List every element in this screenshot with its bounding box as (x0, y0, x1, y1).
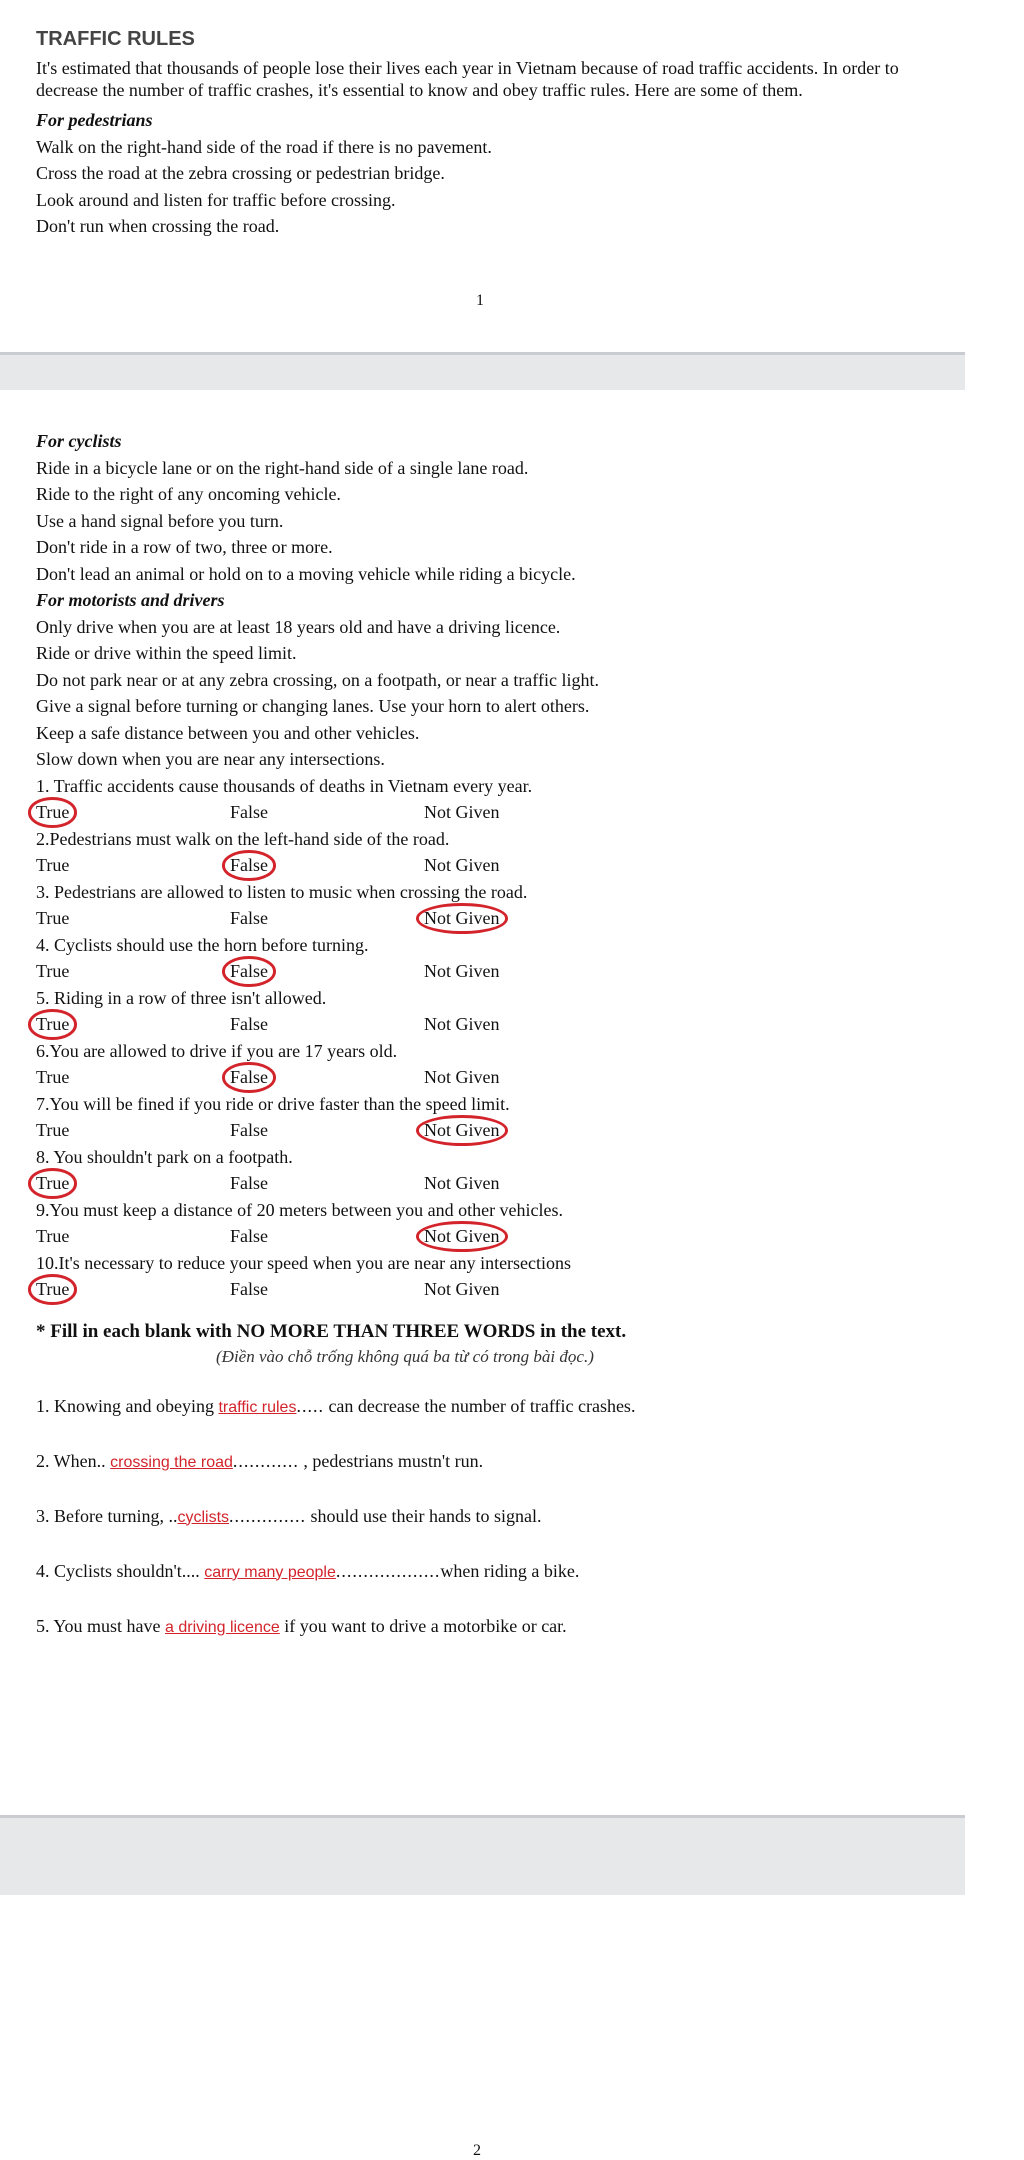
pedestrian-rule: Don't run when crossing the road. (36, 216, 280, 236)
handwritten-answer[interactable]: carry many people (204, 1563, 336, 1581)
circled-answer-option[interactable]: Not Given (424, 905, 500, 932)
answer-options (36, 905, 936, 932)
page-1-content (36, 28, 936, 240)
answer-options (36, 1064, 936, 1091)
answer-option[interactable]: False (230, 1120, 268, 1140)
sentence-start: 2. When.. (36, 1450, 111, 1471)
question-text: 5. Riding in a row of three isn't allowed. (36, 987, 327, 1008)
circled-answer-option[interactable]: True (36, 1276, 69, 1303)
question-text: 2.Pedestrians must walk on the left-hand side of the road. (36, 828, 450, 849)
driver-rule: Do not park near or at any zebra crossing, on a footpath, or near a traffic light. (36, 669, 599, 690)
driver-rule: Only drive when you are at least 18 years old and have a driving licence. (36, 616, 561, 637)
answer-options (36, 958, 936, 985)
answer-option[interactable]: Not Given (424, 1067, 500, 1087)
page-separator (0, 1815, 965, 1898)
answer-option[interactable]: False (230, 1014, 268, 1034)
handwritten-answer[interactable]: a driving licence (165, 1618, 280, 1636)
document-page-2 (0, 390, 965, 2159)
sentence-start: 3. Before turning, .. (36, 1505, 178, 1526)
question-text: 4. Cyclists should use the horn before turning. (36, 934, 369, 955)
intro-paragraph: It's estimated that thousands of people lose their lives each year in Vietnam because of road traffic accidents. In order to decrease the number of traffic crashes, it's essential to know and obey traffic rules. Here are some of them. (36, 58, 899, 100)
circled-answer-option[interactable]: True (36, 1170, 69, 1197)
driver-rule: Ride or drive within the speed limit. (36, 643, 297, 663)
answer-options (36, 1170, 936, 1197)
blank-dots: ............ (232, 1450, 299, 1471)
sentence-start: 4. Cyclists shouldn't.... (36, 1560, 205, 1581)
pedestrian-rule: Walk on the right-hand side of the road if there is no pavement. (36, 136, 492, 157)
blank-dots: .............. (229, 1505, 307, 1526)
sentence-end: should use their hands to signal. (306, 1505, 542, 1526)
fill-in-blanks (36, 1395, 936, 1639)
pedestrian-rule: Cross the road at the zebra crossing or pedestrian bridge. (36, 163, 445, 183)
sentence-end: , pedestrians mustn't run. (298, 1450, 484, 1471)
question-text: 10.It's necessary to reduce your speed when you are near any intersections (36, 1252, 572, 1273)
fill-in-title: * Fill in each blank with NO MORE THAN THREE WORDS in the text. (36, 1320, 627, 1342)
fill-in-sentence (36, 1505, 936, 1529)
answer-option[interactable]: Not Given (424, 855, 500, 875)
answer-options (36, 1223, 936, 1250)
blank-scan-area (0, 1895, 1024, 2076)
circled-answer-option[interactable]: Not Given (424, 1223, 500, 1250)
fill-in-subtitle: (Điền vào chỗ trống không quá ba từ có trong bài đọc.) (216, 1346, 594, 1366)
answer-option[interactable]: Not Given (424, 1014, 500, 1034)
page-separator (0, 352, 965, 393)
true-false-questions (36, 773, 936, 1303)
blank-dots: ................... (335, 1560, 441, 1581)
answer-option[interactable]: Not Given (424, 1279, 500, 1299)
blank-dots: ..... (296, 1395, 324, 1416)
circled-answer-option[interactable]: False (230, 1064, 268, 1091)
cyclist-rule: Don't lead an animal or hold on to a moving vehicle while riding a bicycle. (36, 563, 576, 584)
answer-option[interactable]: True (36, 1226, 70, 1246)
answer-options (36, 1011, 936, 1038)
cyclist-rule: Don't ride in a row of two, three or more. (36, 537, 333, 557)
answer-option[interactable]: Not Given (424, 802, 500, 822)
sentence-start: 1. Knowing and obeying (36, 1395, 219, 1416)
answer-option[interactable]: Not Given (424, 961, 500, 981)
cyclist-rule: Ride in a bicycle lane or on the right-hand side of a single lane road. (36, 457, 529, 478)
sentence-end: when riding a bike. (440, 1560, 580, 1581)
handwritten-answer[interactable]: traffic rules (218, 1398, 297, 1416)
cyclist-rule: Use a hand signal before you turn. (36, 510, 284, 531)
answer-option[interactable]: False (230, 908, 268, 928)
circled-answer-option[interactable]: False (230, 958, 268, 985)
answer-option[interactable]: False (230, 1173, 268, 1193)
fill-in-sentence (36, 1560, 936, 1584)
document-page-1 (0, 0, 965, 352)
pedestrians-heading: For pedestrians (36, 110, 153, 130)
answer-option[interactable]: False (230, 802, 268, 822)
handwritten-answer[interactable]: crossing the road (110, 1453, 233, 1471)
answer-option[interactable]: True (36, 908, 70, 928)
sentence-end: can decrease the number of traffic crashes. (323, 1395, 636, 1416)
answer-option[interactable]: False (230, 1226, 268, 1246)
fill-in-sentence (36, 1395, 936, 1419)
page-number: 2 (473, 2142, 481, 2159)
pedestrian-rule: Look around and listen for traffic before crossing. (36, 189, 396, 210)
answer-option[interactable]: False (230, 1279, 268, 1299)
drivers-heading: For motorists and drivers (36, 590, 225, 610)
answer-options (36, 1276, 936, 1303)
sentence-start: 5. You must have (36, 1615, 166, 1636)
question-text: 8. You shouldn't park on a footpath. (36, 1146, 293, 1167)
cyclists-heading: For cyclists (36, 431, 122, 451)
question-text: 7.You will be fined if you ride or drive faster than the speed limit. (36, 1093, 510, 1114)
handwritten-answer[interactable]: cyclists (177, 1508, 230, 1526)
circled-answer-option[interactable]: True (36, 1011, 69, 1038)
document-title: TRAFFIC RULES (36, 28, 195, 50)
circled-answer-option[interactable]: True (36, 799, 69, 826)
question-text: 6.You are allowed to drive if you are 17 years old. (36, 1040, 398, 1061)
fill-in-sentence (36, 1615, 936, 1639)
page-2-content (36, 428, 936, 1670)
question-text: 3. Pedestrians are allowed to listen to music when crossing the road. (36, 881, 528, 902)
answer-option[interactable]: Not Given (424, 1173, 500, 1193)
answer-options (36, 852, 936, 879)
driver-rule: Slow down when you are near any intersections. (36, 749, 385, 769)
page-number: 1 (476, 292, 484, 309)
answer-option[interactable]: True (36, 855, 70, 875)
question-text: 1. Traffic accidents cause thousands of deaths in Vietnam every year. (36, 775, 533, 796)
driver-rule: Keep a safe distance between you and other vehicles. (36, 722, 420, 743)
answer-option[interactable]: True (36, 1120, 70, 1140)
driver-rule: Give a signal before turning or changing lanes. Use your horn to alert others. (36, 696, 590, 716)
answer-options (36, 1117, 936, 1144)
answer-option[interactable]: True (36, 1067, 70, 1087)
question-text: 9.You must keep a distance of 20 meters between you and other vehicles. (36, 1199, 564, 1220)
circled-answer-option[interactable]: False (230, 852, 268, 879)
cyclist-rule: Ride to the right of any oncoming vehicle. (36, 484, 341, 504)
circled-answer-option[interactable]: Not Given (424, 1117, 500, 1144)
fill-in-sentence (36, 1450, 936, 1474)
answer-options (36, 799, 936, 826)
sentence-end: if you want to drive a motorbike or car. (279, 1615, 567, 1636)
answer-option[interactable]: True (36, 961, 70, 981)
